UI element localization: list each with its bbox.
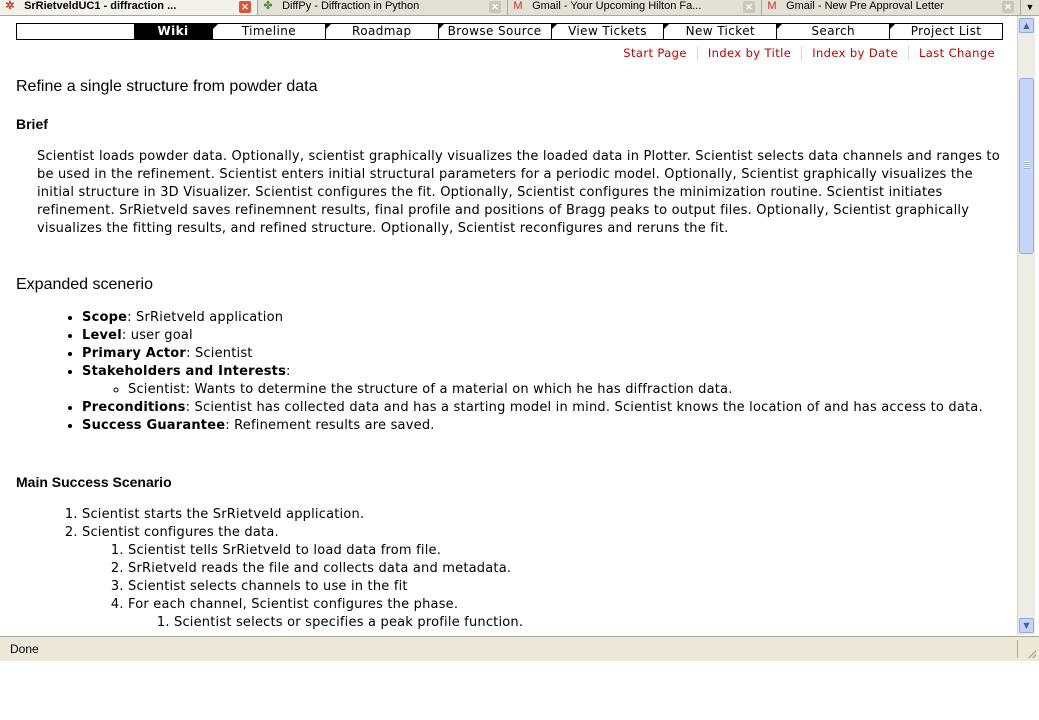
close-icon[interactable]: ✕ [489,1,501,13]
page-title: Refine a single structure from powder data [16,78,318,95]
list-item: ◦ Scientist: Wants to determine the structure of a material on which he has diffraction data. [128,381,1002,399]
tab-title: SrRietveldUC1 - diffraction ... [24,0,177,12]
status-bar [0,636,1039,661]
list-item: 1. Scientist selects or specifies a peak profile function. [174,614,1002,632]
item-label: Primary Actor [82,346,187,361]
list-item: 3. Scientist selects channels to use in the fit [128,578,1002,596]
item-text: : user goal [121,328,193,343]
puzzle-favicon-icon: ✤ [263,0,273,12]
nav-roadmap[interactable]: Roadmap [325,24,438,39]
item-label: Scope [82,310,128,325]
trac-favicon-icon: ✲ [5,0,15,12]
empty-area [0,661,1039,720]
nav-search[interactable]: Search [776,24,889,39]
item-text: For each channel, Scientist configures the phase. [128,597,459,612]
status-text: Done [10,642,39,656]
list-item [82,417,1002,435]
tab-gmail-preapproval[interactable] [762,0,1021,15]
item-text: Scientist configures the data. [82,525,279,540]
main-success-steps [66,506,1002,632]
item-text: : Refinement results are saved. [225,418,435,433]
nav-wiki[interactable]: Wiki [134,24,212,39]
close-icon[interactable]: ✕ [239,1,251,13]
main-success-scenario-heading: Main Success Scenario [16,474,172,490]
chevron-down-icon: ▼ [1023,621,1030,630]
grip-icon [1024,161,1030,169]
gmail-icon: M [513,0,523,12]
brief-heading: Brief [16,116,48,132]
scroll-down-button[interactable] [1019,618,1034,633]
item-label: Level [82,328,122,343]
tab-title: Gmail - New Pre Approval Letter [786,0,944,12]
nav-project-list[interactable]: Project List [889,24,1002,39]
list-item [82,327,1002,345]
close-icon[interactable]: ✕ [743,1,755,13]
expanded-scenario-heading: Expanded scenerio [16,276,153,293]
tab-srrietveld[interactable] [0,0,258,15]
list-item [82,309,1002,327]
list-item: 1. Scientist tells SrRietveld to load data from file. [128,542,1002,560]
list-item [82,363,1002,399]
tab-title: DiffPy - Diffraction in Python [282,0,420,12]
list-item [82,345,1002,363]
context-navigation [613,46,1005,60]
nav-browse-source[interactable]: Browse Source [438,24,551,39]
list-item: 1. Scientist starts the SrRietveld application. [82,506,1002,524]
list-item: 2. SrRietveld reads the file and collects data and metadata. [128,560,1002,578]
resize-grip-icon[interactable] [1026,648,1036,658]
item-text: : [286,364,291,379]
tab-title: Gmail - Your Upcoming Hilton Fa... [532,0,702,12]
main-navigation [16,23,1003,40]
scenario-attributes-list [66,309,1002,435]
configure-data-substeps [82,542,1002,632]
item-label: Stakeholders and Interests [82,364,287,379]
item-label: Preconditions [82,400,186,415]
nav-timeline[interactable]: Timeline [212,24,325,39]
ctx-index-by-title-link[interactable]: Index by Title [697,46,801,60]
nav-new-ticket[interactable]: New Ticket [663,24,776,39]
ctx-start-page-link[interactable]: Start Page [623,46,687,60]
stakeholder-sublist [82,381,1002,399]
nav-view-tickets[interactable]: View Tickets [551,24,664,39]
list-item [82,399,1002,417]
ctx-last-change-link[interactable]: Last Change [908,46,1005,60]
item-text: : Scientist has collected data and has a starting model in mind. Scientist knows the location of and has access to data. [185,400,983,415]
item-label: Success Guarantee [82,418,226,433]
page-viewport [0,16,1017,635]
chevron-down-icon: ▼ [1025,2,1035,12]
vertical-scrollbar[interactable] [1017,16,1035,635]
scroll-up-button[interactable] [1019,18,1034,33]
ctx-index-by-date-link[interactable]: Index by Date [801,46,908,60]
list-item [128,596,1002,632]
item-text: : SrRietveld application [127,310,284,325]
brief-paragraph: Scientist loads powder data. Optionally, scientist graphically visualizes the loaded data in Plotter. Scientist selects data channels and ranges to be used in the refinement. Scientist enters initial structural parameters for a periodic model. Optionally, Scientist graphically visualizes the initial structure in 3D Visualizer. Scientist configures the fit. Optionally, Scientist configures the minimization routine. Scientist initiates refinement. SrRietveld saves refinemnent results, final profile and positions of Bragg peaks to output files. Optionally, Scientist graphically visualizes the fitting results, and refined structure. Optionally, Scientist reconfigures and reruns the fit. [37,149,1000,236]
phase-substeps [128,614,1002,632]
tab-gmail-hilton[interactable] [508,0,762,15]
item-text: : Scientist [186,346,253,361]
gmail-icon: M [767,0,777,12]
close-icon[interactable]: ✕ [1002,1,1014,13]
nav-spacer [17,24,134,39]
status-divider [1017,640,1018,658]
tab-list-button[interactable] [1020,0,1039,15]
list-item [82,524,1002,632]
browser-tab-strip [0,0,1039,16]
tab-diffpy[interactable] [258,0,508,15]
scroll-thumb[interactable] [1019,78,1034,254]
chevron-up-icon: ▲ [1023,21,1030,30]
